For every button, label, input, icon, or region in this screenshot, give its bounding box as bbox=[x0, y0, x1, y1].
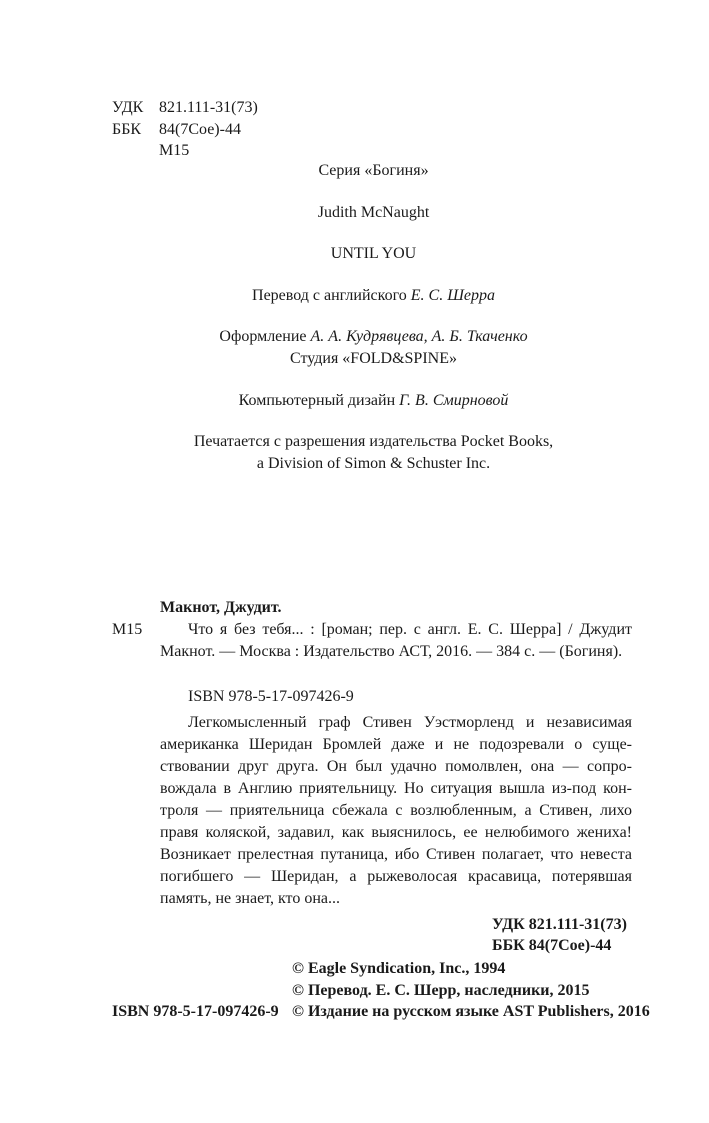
copyright-line: © Издание на русском языке AST Publishers, 2016 bbox=[292, 1003, 650, 1020]
bibliographic-isbn: ISBN 978-5-17-097426-9 bbox=[188, 688, 354, 705]
translator-name: Е. С. Шерра bbox=[410, 287, 495, 304]
bibliographic-author-sign: М15 bbox=[112, 621, 143, 638]
original-author: Judith McNaught bbox=[317, 204, 430, 221]
studio-credit: Студия «FOLD&SPINE» bbox=[290, 350, 457, 367]
author-sign: М15 bbox=[159, 142, 190, 159]
bibliographic-author-heading: Макнот, Джудит. bbox=[160, 599, 282, 616]
translation-credit bbox=[0, 285, 709, 307]
bbk-label: ББК bbox=[112, 120, 142, 138]
computer-design-credit bbox=[0, 390, 709, 412]
design-prefix: Оформление bbox=[219, 328, 311, 345]
isbn-footer: ISBN 978-5-17-097426-9 bbox=[112, 1003, 279, 1020]
computer-designer-name: Г. В. Смирновой bbox=[399, 392, 509, 409]
designer-names: А. А. Кудрявцева, А. Б. Ткаченко bbox=[310, 328, 528, 345]
annotation-udk: УДК 821.111-31(73) bbox=[492, 916, 627, 933]
annotation-bbk: ББК 84(7Сое)-44 bbox=[492, 937, 612, 954]
bbk-value: 84(7Сое)-44 bbox=[159, 120, 241, 138]
bibliographic-description: Что я без тебя... : [роман; пер. с англ. Е. С. Шерра] / Джудит Макнот. — Москва : Издательство АСТ, 2016. — 384 с. — (Богиня). bbox=[160, 621, 632, 660]
series-name: Серия «Богиня» bbox=[318, 162, 429, 179]
udk-value: 821.111-31(73) bbox=[159, 99, 258, 116]
design-credit bbox=[0, 326, 709, 348]
copyright-line: © Eagle Syndication, Inc., 1994 bbox=[292, 960, 506, 977]
copyright-line: © Перевод. Е. С. Шерр, наследники, 2015 bbox=[292, 981, 590, 999]
computer-design-prefix: Компьютерный дизайн bbox=[238, 392, 400, 409]
book-annotation: Легкомысленный граф Стивен Уэстморленд и независимая американка Шеридан Бромлей даже и не подозревали о существовании друг друга. Он был удачно помолвлен, она — сопровождала в Англию приятельницу. Но ситуация вышла из-под контроля — приятельница сбежала с возлюбленным, а Стивен, лихо правя коляской, задавил, как выяснилось, ее нелюбимого жениха! Возникает прелестная путаница, ибо Стивен полагает, что невеста погибшего — Шеридан, а рыжеволосая красавица, потерявшая память, не знает, кто она... bbox=[160, 714, 632, 907]
author-sign-row bbox=[112, 140, 258, 162]
copyright-block bbox=[292, 958, 650, 1023]
permission-line-2: a Division of Simon & Schuster Inc. bbox=[256, 455, 491, 472]
udk-row bbox=[112, 97, 258, 119]
udk-label: УДК bbox=[112, 99, 144, 116]
original-title: UNTIL YOU bbox=[330, 245, 417, 262]
annotation-classification bbox=[492, 914, 627, 956]
translation-prefix: Перевод с английского bbox=[252, 287, 411, 304]
permission-line-1: Печатается с разрешения издательства Pocket Books, bbox=[193, 433, 554, 450]
bbk-row bbox=[112, 119, 258, 141]
classification-block bbox=[112, 97, 258, 162]
